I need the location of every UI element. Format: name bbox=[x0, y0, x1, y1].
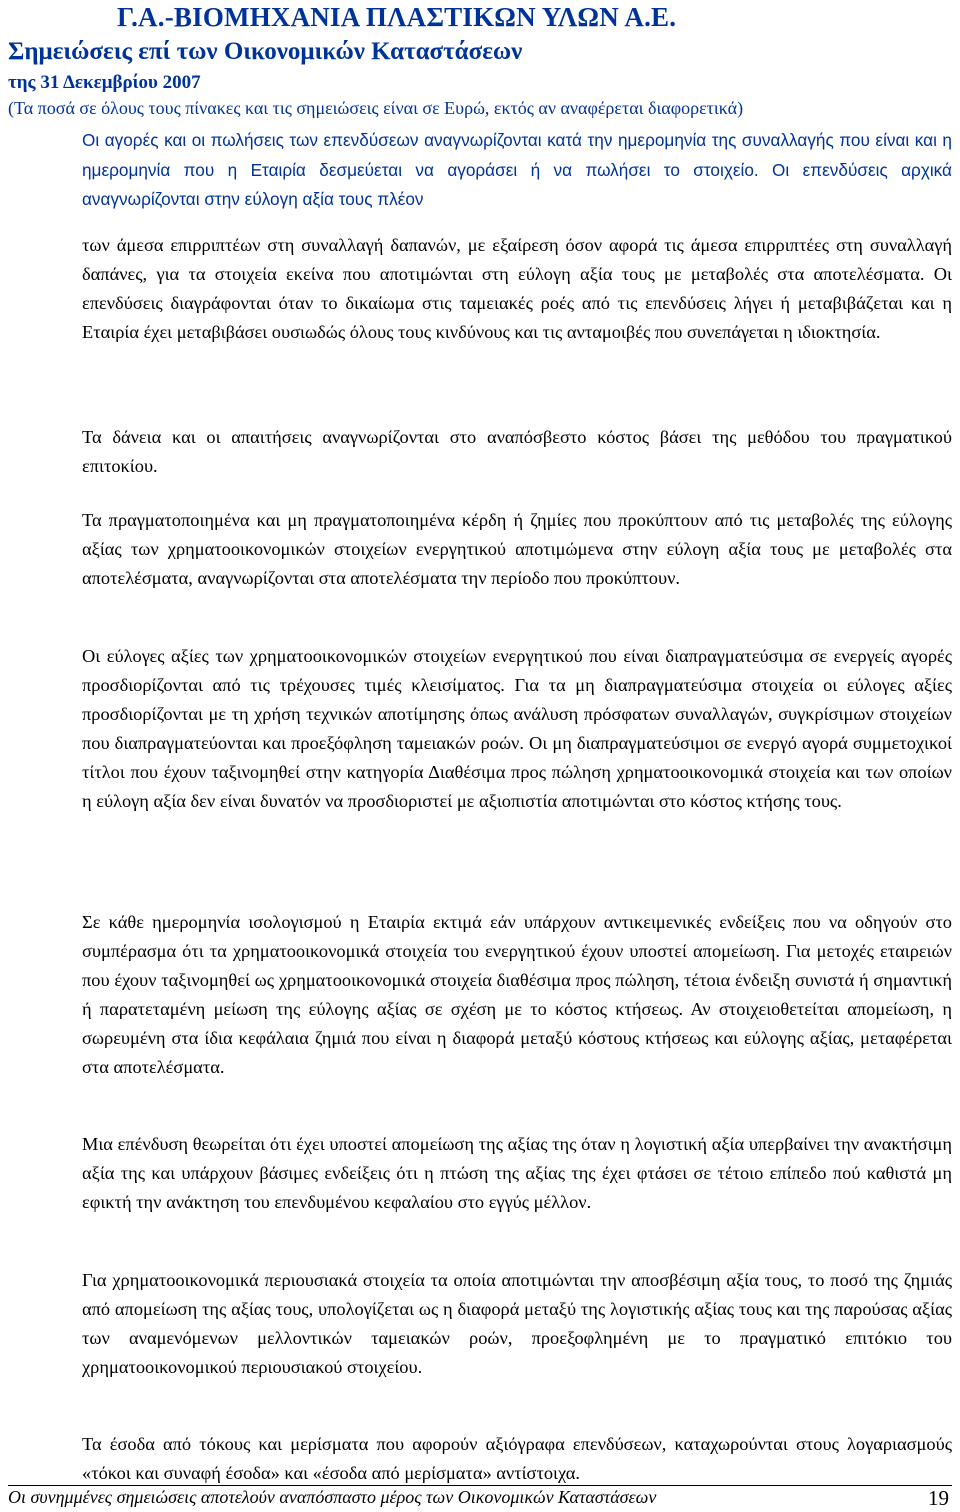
paragraph-impairment: Σε κάθε ημερομηνία ισολογισμού η Εταιρία εκτιμά εάν υπάρχουν αντικειμενικές ενδείξεις που να οδηγούν στο συμπέρασμα ότι τα χρηματοοικονομικά στοιχεία του ενεργητικού έχουν υποστεί απομείωση. Για μετοχές εταιρειών που έχουν ταξινομηθεί ως χρηματοοικονομικά στοιχεία διαθέσιμα προς πώληση, τέτοια ένδειξη συνιστά ή σημαντική ή παρατεταμένη μείωση της εύλογης αξίας σε σχέση με το κόστος κτήσεως. Αν στοιχειοθετείται απομείωση, η σωρευμένη στα ίδια κεφάλαια ζημιά που είναι η διαφορά μεταξύ κόστους κτήσεως και εύλογης αξίας, μεταφέρεται στα αποτελέσματα. bbox=[82, 912, 952, 1077]
footer-divider bbox=[8, 1485, 952, 1486]
statement-date: της 31 Δεκεμβρίου 2007 bbox=[8, 72, 201, 93]
paragraph-fair-values: Οι εύλογες αξίες των χρηματοοικονομικών στοιχείων ενεργητικού που είναι διαπραγματεύσιμα σε ενεργείς αγορές προσδιορίζονται από τις τρέχουσες τιμές κλεισίματος. Για τα μη διαπραγματεύσιμα στοιχεία οι εύλογες αξίες προσδιορίζονται με τη χρήση τεχνικών αποτίμησης όπως ανάλυση πρόσφατων συναλλαγών, συγκρίσιμων στοιχείων που διαπραγματεύονται και προεξόφληση ταμειακών ροών. Οι μη διαπραγματεύσιμοι σε ενεργό αγορά συμμετοχικοί τίτλοι που έχουν ταξινομηθεί στην κατηγορία Διαθέσιμα προς πώληση χρηματοοικονομικά στοιχεία και των οποίων η εύλογη αξία δεν είναι δυνατόν να προσδιοριστεί με αξιοπιστία αποτιμώνται στο κόστος κτήσης τους. bbox=[82, 646, 952, 811]
paragraph-loans: Τα δάνεια και οι απαιτήσεις αναγνωρίζονται στο αναπόσβεστο κόστος βάσει της μεθόδου του πραγματικού επιτοκίου. bbox=[82, 427, 952, 476]
paragraph-derecognition: των άμεσα επιρριπτέων στη συναλλαγή δαπανών, με εξαίρεση όσον αφορά τις άμεσα επιρριπτέες στη συναλλαγή δαπάνες, για τα στοιχεία εκείνα που αποτιμώνται στη εύλογη αξία τους με μεταβολές στα αποτελέσματα. Οι επενδύσεις διαγράφονται όταν το δικαίωμα στις ταμειακές ροές από τις επενδύσεις λήγει ή μεταβιβάζεται και η Εταιρία έχει μεταβιβάσει ουσιωδώς όλους τους κινδύνους και τις ανταμοιβές που συνεπάγεται η ιδιοκτησία. bbox=[82, 235, 952, 342]
paragraph-investment-impairment: Μια επένδυση θεωρείται ότι έχει υποστεί απομείωση της αξίας της όταν η λογιστική αξία υπερβαίνει την ανακτήσιμη αξία της και υπάρχουν βάσιμες ενδείξεις ότι η πτώση της αξίας της έχει φτάσει σε τέτοιο επίπεδο πού καθιστά μη εφικτή την ανάκτηση του επενδυμένου κεφαλαίου στο εγγύς μέλλον. bbox=[82, 1134, 952, 1212]
notes-title: Σημειώσεις επί των Οικονομικών Καταστάσεων bbox=[8, 38, 523, 65]
page-number: 19 bbox=[928, 1486, 949, 1510]
footer-note: Οι συνημμένες σημειώσεις αποτελούν αναπόσπαστο μέρος των Οικονομικών Καταστάσεων bbox=[8, 1487, 657, 1507]
paragraph-intro: Οι αγορές και οι πωλήσεις των επενδύσεων αναγνωρίζονται κατά την ημερομηνία της συναλλαγής που είναι και η ημερομηνία που η Εταιρία δεσμεύεται να αγοράσει ή να πωλήσει το στοιχείο. Οι επενδύσεις αρχικά αναγνωρίζονται στην εύλογη αξία τους πλέον bbox=[82, 130, 952, 209]
company-name: Γ.Α.-ΒΙΟΜΗΧΑΝΙΑ ΠΛΑΣΤΙΚΩΝ ΥΛΩΝ Α.Ε. bbox=[117, 2, 677, 32]
currency-note: (Τα ποσά σε όλους τους πίνακες και τις σημειώσεις είναι σε Ευρώ, εκτός αν αναφέρεται διαφορετικά) bbox=[8, 98, 744, 118]
paragraph-income: Τα έσοδα από τόκους και μερίσματα που αφορούν αξιόγραφα επενδύσεων, καταχωρούνται στους λογαριασμούς «τόκοι και συναφή έσοδα» και «έσοδα από μερίσματα» αντίστοιχα. bbox=[82, 1434, 952, 1483]
paragraph-amortised-cost: Για χρηματοοικονομικά περιουσιακά στοιχεία τα οποία αποτιμώνται την αποσβέσιμη αξία τους, το ποσό της ζημιάς από απομείωση της αξίας τους, υπολογίζεται ως η διαφορά μεταξύ της λογιστικής αξίας τους και της παρούσας αξίας των αναμενόμενων μελλοντικών ταμειακών ροών, προεξοφλημένη με το πραγματικό επιτόκιο του χρηματοοικονομικού περιουσιακού στοιχείου. bbox=[82, 1270, 952, 1377]
paragraph-gains-losses: Τα πραγματοποιημένα και μη πραγματοποιημένα κέρδη ή ζημίες που προκύπτουν από τις μεταβολές της εύλογης αξίας των χρηματοοικονομικών στοιχείων ενεργητικού αποτιμώμενα στην εύλογη αξία τους με μεταβολές στα αποτελέσματα, αναγνωρίζονται στα αποτελέσματα την περίοδο που προκύπτουν. bbox=[82, 510, 952, 588]
